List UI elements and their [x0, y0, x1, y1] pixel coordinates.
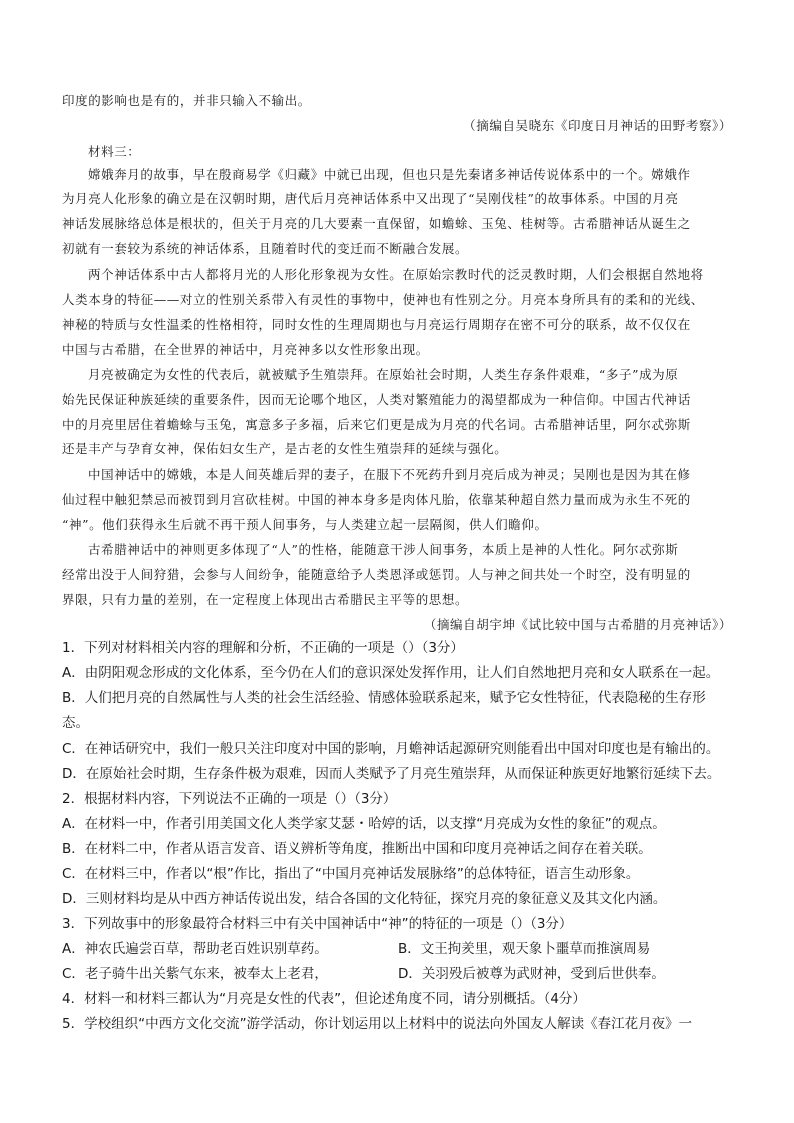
material3-p3-line3: 中的月亮里居住着蟾蜍与玉兔，寓意多子多福，后来它们更是成为月亮的代名词。古希腊神话里，阿尔忒弥斯	[62, 417, 691, 432]
material3-p2-line4: 中国与古希腊，在全世界的神话中，月亮神多以女性形象出现。	[62, 342, 429, 357]
question-2-option-b: B．在材料二中，作者从语言发音、语义辨析等角度，推断出中国和印度月亮神话之间存在着关联。	[62, 841, 652, 857]
material3-p2-line1: 两个神话体系中古人都将月光的人形化形象视为女性。在原始宗教时代的泛灵教时期，人们会根据自然地将	[88, 267, 704, 282]
material3-p5-line3: 界限，只有力量的差别，在一定程度上体现出古希腊民主平等的思想。	[62, 592, 469, 607]
question-3-option-b: B．文王拘羑里，观天象卜噩草而推演周易	[398, 941, 651, 957]
material3-p5-line2: 经常出没于人间狩猎，会参与人间纷争，能随意给予人类恩泽或惩罚。人与神之间共处一个时空，没有明显的	[62, 567, 691, 582]
question-3-option-c: C．老子骑牛出关紫气东来，被奉太上老君，	[62, 966, 328, 982]
material3-heading: 材料三：	[88, 144, 141, 159]
material3-p1-line1: 嫦娥奔月的故事，早在殷商易学《归藏》中就已出现，但也只是先秦诸多神话传说体系中的一个。嫦娥作	[88, 167, 691, 182]
question-1-option-a: A．由阴阳观念形成的文化体系，至今仍在人们的意识深处发挥作用，让人们自然地把月亮和女人联系在一起。	[62, 665, 720, 681]
material3-p3-line1: 月亮被确定为女性的代表后，就被赋予生殖崇拜。在原始社会时期，人类生存条件艰难，“多子”成为原	[88, 367, 679, 382]
material2-last-line: 印度的影响也是有的，并非只输入不输出。	[62, 93, 311, 108]
material3-p1-line3: 神话发展脉络总体是根状的，但关于月亮的几大要素一直保留，如蟾蜍、玉兔、桂树等。古希腊神话从诞生之	[62, 216, 691, 231]
question-2-option-c: C．在材料三中，作者以“根”作比，指出了“中国月亮神话发展脉络”的总体特征，语言生动形象。	[62, 866, 640, 882]
material3-p2-line3: 神秘的特质与女性温柔的性格相符，同时女性的生理周期也与月亮运行周期存在密不可分的联系，故不仅仅在	[62, 317, 691, 332]
material3-p1-line4: 初就有一套较为系统的神话体系，且随着时代的变迁而不断融合发展。	[62, 241, 469, 256]
material3-source: （摘编自胡宇坤《试比较中国与古希腊的月亮神话》）	[423, 617, 732, 632]
material3-p4-line3: “神”。他们获得永生后就不再干预人间事务，与人类建立起一层隔阂，供人们瞻仰。	[62, 517, 548, 532]
material3-p3-line4: 还是丰产与孕育女神，保佑妇女生产，是古老的女性生殖崇拜的延续与强化。	[62, 441, 508, 456]
question-1-option-c: C．在神话研究中，我们一般只关注印度对中国的影响，月蟾神话起源研究则能看出中国对印度也是有输出的。	[62, 741, 720, 757]
question-1-stem: 1．下列对材料相关内容的理解和分析，不正确的一项是（）（3分）	[62, 640, 464, 656]
question-2-stem: 2．根据材料内容，下列说法不正确的一项是（）（3分）	[62, 791, 397, 807]
material3-p3-line2: 始先民保证种族延续的重要条件，因而无论哪个地区，人类对繁殖能力的渴望都成为一种信仰。中国古代神话	[62, 392, 691, 407]
material3-p5-line1: 古希腊神话中的神则更多体现了“人”的性格，能随意干涉人间事务，本质上是神的人性化。阿尔忒弥斯	[88, 542, 679, 557]
question-5-stem: 5．学校组织“中西方文化交流”游学活动，你计划运用以上材料中的说法向外国友人解读《春江花月夜》一	[62, 1016, 693, 1032]
question-1-option-b-cont: 态。	[62, 715, 89, 731]
question-4-stem: 4．材料一和材料三都认为“月亮是女性的代表”，但论述角度不同，请分别概括。（4分）	[62, 991, 586, 1007]
question-1-option-b: B．人们把月亮的自然属性与人类的社会生活经验、情感体验联系起来，赋予它女性特征，代表隐秘的生存形	[62, 690, 706, 706]
question-2-option-a: A．在材料一中，作者引用美国文化人类学家艾瑟・哈婷的话，以支撑“月亮成为女性的象征”的观点。	[62, 816, 666, 832]
material3-p4-line1: 中国神话中的嫦娥，本是人间英雄后羿的妻子，在服下不死药升到月亮后成为神灵；吴刚也是因为其在修	[88, 467, 691, 482]
material3-p4-line2: 仙过程中触犯禁忌而被罚到月宫砍桂树。中国的神本身多是肉体凡胎，依靠某种超自然力量而成为永生不死的	[62, 492, 691, 507]
material3-p2-line2: 人类本身的特征——对立的性别关系带入有灵性的事物中，使神也有性别之分。月亮本身所具有的柔和的光线、	[62, 292, 704, 307]
question-3-option-d: D．关羽殁后被尊为武财神，受到后世供奉。	[398, 966, 665, 982]
question-3-stem: 3．下列故事中的形象最符合材料三中有关中国神话中“神”的特征的一项是（）（3分）	[62, 916, 573, 932]
question-3-option-a: A．神农氏遍尝百草，帮助老百姓识别草药。	[62, 941, 328, 957]
question-1-option-d: D．在原始社会时期，生存条件极为艰难，因而人类赋予了月亮生殖崇拜，从而保证种族更好地繁衍延续下去。	[62, 766, 721, 782]
question-2-option-d: D．三则材料均是从中西方神话传说出发，结合各国的文化特征，探究月亮的象征意义及其文化内涵。	[62, 891, 667, 907]
material3-p1-line2: 为月亮人化形象的确立是在汉朝时期，唐代后月亮神话体系中又出现了“吴刚伐桂”的故事体系。中国的月亮	[62, 191, 679, 206]
material2-source: （摘编自吴晓东《印度日月神话的田野考察》）	[463, 118, 732, 133]
